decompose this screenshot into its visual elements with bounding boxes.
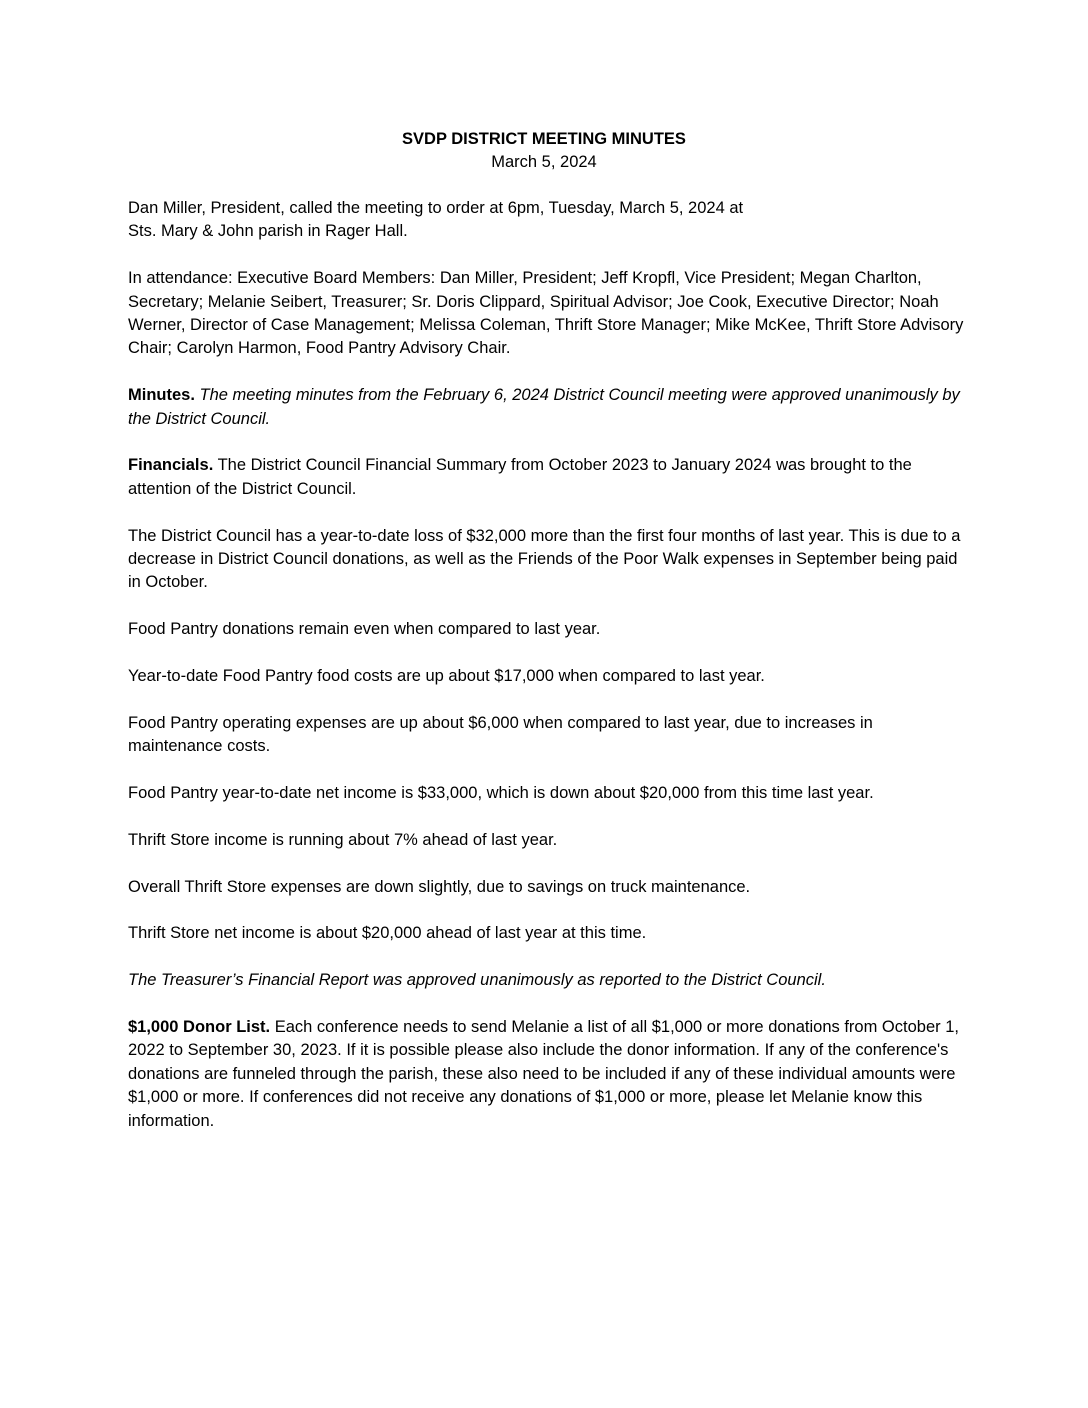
donor-list-paragraph bbox=[128, 1016, 968, 1133]
financials-heading: Financials. bbox=[128, 456, 214, 475]
financials-text: The District Council Financial Summary from October 2023 to January 2024 was brought to the attention of the District Council. bbox=[128, 456, 912, 498]
donor-list-text: Each conference needs to send Melanie a list of all $1,000 or more donations from October 1, 2022 to September 30, 2023. If it is possible please also include the donor information. If any of the conference's donations are funneled through the parish, these also need to be included if any of these individual amounts were $1,000 or more. If conferences did not receive any donations of $1,000 or more, please let Melanie know this information. bbox=[128, 1018, 959, 1130]
attendance-paragraph: In attendance: Executive Board Members: Dan Miller, President; Jeff Kropfl, Vice President; Megan Charlton, Secretary; Melanie Seibert, Treasurer; Sr. Doris Clippard, Spiritual Advisor; Joe Cook, Executive Director; Noah Werner, Director of Case Management; Melissa Coleman, Thrift Store Manager; Mike McKee, Thrift Store Advisory Chair; Carolyn Harmon, Food Pantry Advisory Chair. bbox=[128, 269, 964, 358]
pantry-operating-paragraph: Food Pantry operating expenses are up about $6,000 when compared to last year, due to increases in maintenance costs. bbox=[128, 713, 873, 756]
thrift-expenses-paragraph: Overall Thrift Store expenses are down slightly, due to savings on truck maintenance. bbox=[128, 877, 751, 896]
pantry-net-income-paragraph: Food Pantry year-to-date net income is $33,000, which is down about $20,000 from this time last year. bbox=[128, 784, 874, 803]
donor-list-heading: $1,000 Donor List. bbox=[128, 1018, 271, 1037]
pantry-food-costs-paragraph: Year-to-date Food Pantry food costs are up about $17,000 when compared to last year. bbox=[128, 667, 765, 686]
treasurer-report-paragraph: The Treasurer’s Financial Report was approved unanimously as reported to the District Council. bbox=[128, 971, 826, 990]
thrift-income-paragraph: Thrift Store income is running about 7% ahead of last year. bbox=[128, 830, 558, 849]
call-to-order-line-2: Sts. Mary & John parish in Rager Hall. bbox=[128, 222, 408, 241]
document-header bbox=[0, 128, 1088, 174]
minutes-paragraph bbox=[128, 384, 968, 431]
call-to-order-line-1: Dan Miller, President, called the meeting to order at 6pm, Tuesday, March 5, 2024 at bbox=[128, 199, 744, 217]
thrift-net-income-paragraph: Thrift Store net income is about $20,000 ahead of last year at this time. bbox=[128, 924, 647, 943]
minutes-text: The meeting minutes from the February 6, 2024 District Council meeting were approved unanimously by the District Council. bbox=[128, 386, 960, 428]
financials-paragraph bbox=[128, 454, 968, 501]
call-to-order-paragraph bbox=[128, 197, 968, 244]
meeting-date: March 5, 2024 bbox=[491, 153, 597, 171]
district-loss-paragraph: The District Council has a year-to-date loss of $32,000 more than the first four months of last year. This is due to a decrease in District Council donations, as well as the Friends of the Poor Walk expenses in September being paid in October. bbox=[128, 526, 961, 592]
pantry-donations-paragraph: Food Pantry donations remain even when compared to last year. bbox=[128, 620, 601, 639]
document-body bbox=[128, 197, 968, 1156]
minutes-heading: Minutes. bbox=[128, 386, 195, 405]
document-title: SVDP DISTRICT MEETING MINUTES bbox=[402, 130, 686, 148]
